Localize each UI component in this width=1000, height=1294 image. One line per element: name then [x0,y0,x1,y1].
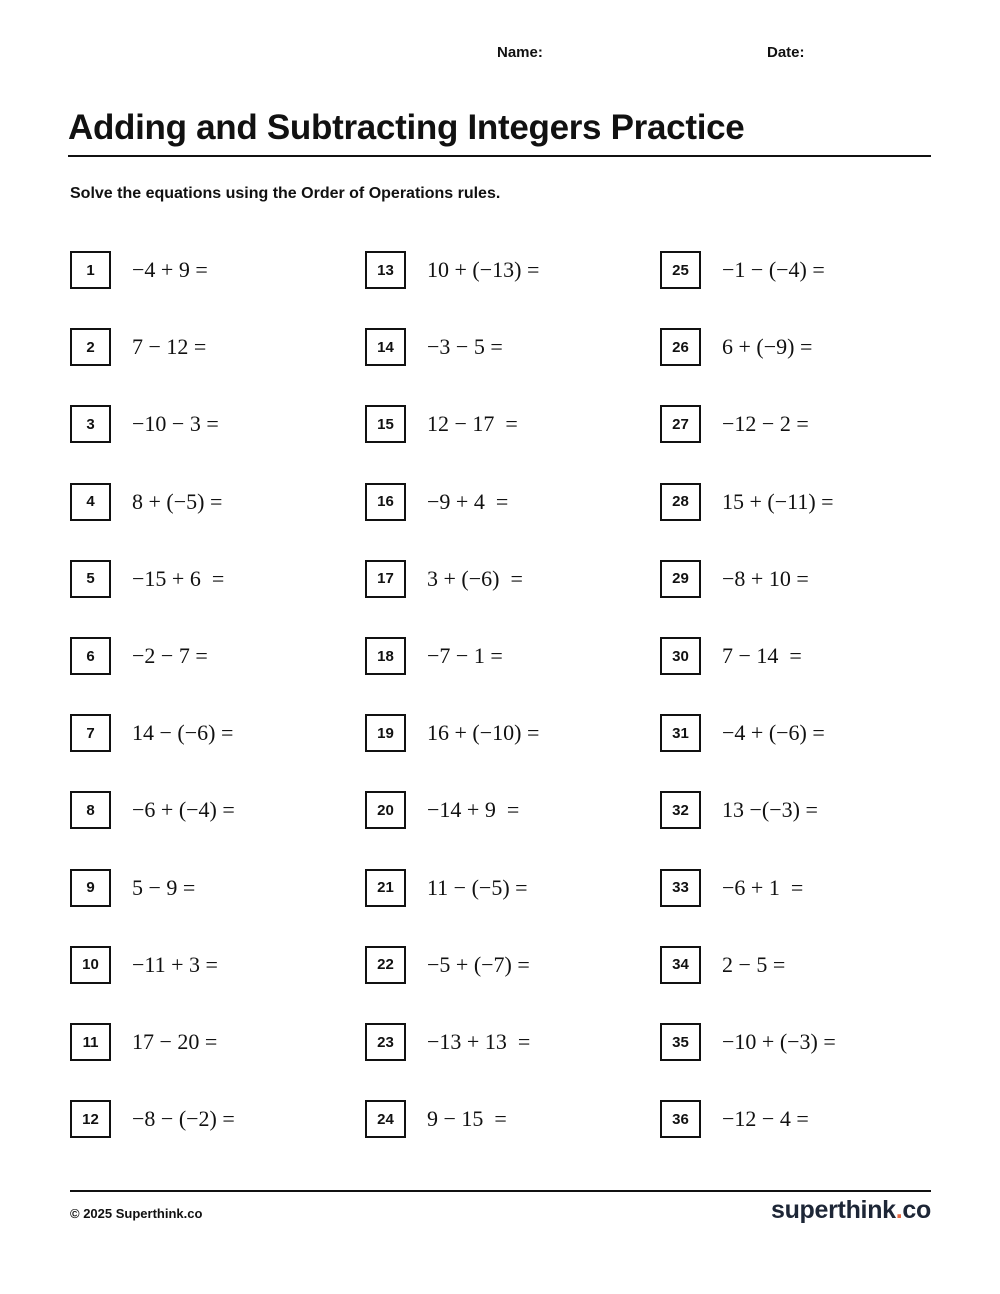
problem-item [365,712,539,754]
problem-item [660,635,802,677]
problem-number: 27 [660,405,701,443]
title-divider [68,155,931,157]
problem-item [660,867,803,909]
problem-equation: −11 + 3 = [132,951,218,977]
copyright: © 2025 Superthink.co [70,1206,203,1221]
problem-item [365,1021,530,1063]
problem-number: 35 [660,1023,701,1061]
problem-item [365,481,508,523]
problem-equation: 13 −(−3) = [722,797,818,823]
problem-number: 23 [365,1023,406,1061]
problem-equation: −8 + 10 = [722,565,809,591]
problem-item [70,944,218,986]
problem-item [660,249,825,291]
logo-tld: co [902,1196,931,1224]
problem-equation: −15 + 6 = [132,565,225,591]
problem-number: 34 [660,946,701,984]
problem-number: 22 [365,946,406,984]
problem-number: 21 [365,869,406,907]
problem-equation: 16 + (−10) = [427,720,540,746]
problem-number: 30 [660,637,701,675]
problem-number: 29 [660,560,701,598]
date-label: Date: [767,44,805,61]
problem-number: 24 [365,1100,406,1138]
problem-item [365,944,530,986]
problem-number: 17 [365,560,406,598]
problem-item [70,403,219,445]
problem-item [660,1098,809,1140]
problem-number: 25 [660,251,701,289]
problem-item [70,1098,235,1140]
problem-number: 2 [70,328,111,366]
problem-equation: −10 − 3 = [132,411,219,437]
problem-equation: 3 + (−6) = [427,565,523,591]
problem-equation: 14 − (−6) = [132,720,234,746]
problem-number: 14 [365,328,406,366]
problem-number: 32 [660,791,701,829]
problem-number: 1 [70,251,111,289]
problem-equation: −6 + (−4) = [132,797,235,823]
problem-item [70,867,195,909]
problem-number: 6 [70,637,111,675]
problem-equation: −12 − 4 = [722,1106,809,1132]
problem-equation: −14 + 9 = [427,797,520,823]
problem-number: 3 [70,405,111,443]
problem-equation: 12 − 17 = [427,411,518,437]
problem-equation: −4 + (−6) = [722,720,825,746]
problem-equation: −7 − 1 = [427,643,503,668]
problem-item [365,789,519,831]
problem-number: 13 [365,251,406,289]
problem-number: 10 [70,946,111,984]
problem-equation: 7 − 14 = [722,643,802,668]
problem-item [660,944,785,986]
problem-equation: −5 + (−7) = [427,951,530,977]
problem-number: 31 [660,714,701,752]
problem-equation: −6 + 1 = [722,874,804,900]
name-label: Name: [497,44,543,61]
problem-number: 18 [365,637,406,675]
problem-item [660,558,809,600]
problem-item [660,481,834,523]
problem-item [660,1021,836,1063]
problem-number: 12 [70,1100,111,1138]
problem-equation: −3 − 5 = [427,334,503,360]
problem-equation: 2 − 5 = [722,951,786,977]
problem-equation: 5 − 9 = [132,874,196,900]
problem-item [70,481,222,523]
problem-item [365,1098,507,1140]
problem-equation: 11 − (−5) = [427,874,528,900]
problem-item [70,789,235,831]
problem-number: 33 [660,869,701,907]
problem-equation: 9 − 15 = [427,1106,507,1132]
problem-item [70,326,206,368]
problem-equation: 17 − 20 = [132,1029,218,1054]
problem-equation: 10 + (−13) = [427,257,540,282]
brand-logo[interactable] [771,1196,931,1225]
problem-number: 15 [365,405,406,443]
problem-item [365,558,523,600]
problem-number: 11 [70,1023,111,1061]
problem-item [365,867,528,909]
logo-main: superthink [770,1196,896,1224]
problem-equation: 7 − 12 = [132,334,207,360]
problem-item [365,403,518,445]
problem-equation: −9 + 4 = [427,488,509,514]
footer-divider [70,1190,931,1192]
problem-equation: 8 + (−5) = [132,488,223,514]
problem-item [660,712,825,754]
problem-number: 19 [365,714,406,752]
problem-equation: −2 − 7 = [132,643,208,668]
problem-item [660,403,809,445]
problem-equation: 15 + (−11) = [722,488,834,514]
problem-equation: 6 + (−9) = [722,334,813,360]
logo-dot: . [895,1196,903,1224]
problem-equation: −12 − 2 = [722,411,809,437]
problem-item [70,1021,217,1063]
problem-item [660,326,812,368]
problem-item [365,326,503,368]
problem-number: 26 [660,328,701,366]
problem-item [365,635,503,677]
problem-number: 8 [70,791,111,829]
problem-equation: −10 + (−3) = [722,1029,836,1054]
problem-number: 16 [365,483,406,521]
problem-number: 9 [70,869,111,907]
problem-number: 5 [70,560,111,598]
instructions: Solve the equations using the Order of Operations rules. [70,185,501,202]
problem-equation: −4 + 9 = [132,257,208,282]
problem-item [70,635,208,677]
problem-number: 20 [365,791,406,829]
problem-item [70,558,224,600]
problem-item [70,712,233,754]
problem-number: 7 [70,714,111,752]
problem-number: 4 [70,483,111,521]
problem-number: 28 [660,483,701,521]
problem-item [660,789,818,831]
problem-item [70,249,208,291]
problem-equation: −1 − (−4) = [722,257,825,282]
problem-number: 36 [660,1100,701,1138]
page-title: Adding and Subtracting Integers Practice [68,108,745,147]
problem-item [365,249,539,291]
problem-equation: −8 − (−2) = [132,1106,235,1132]
problem-equation: −13 + 13 = [427,1029,531,1054]
